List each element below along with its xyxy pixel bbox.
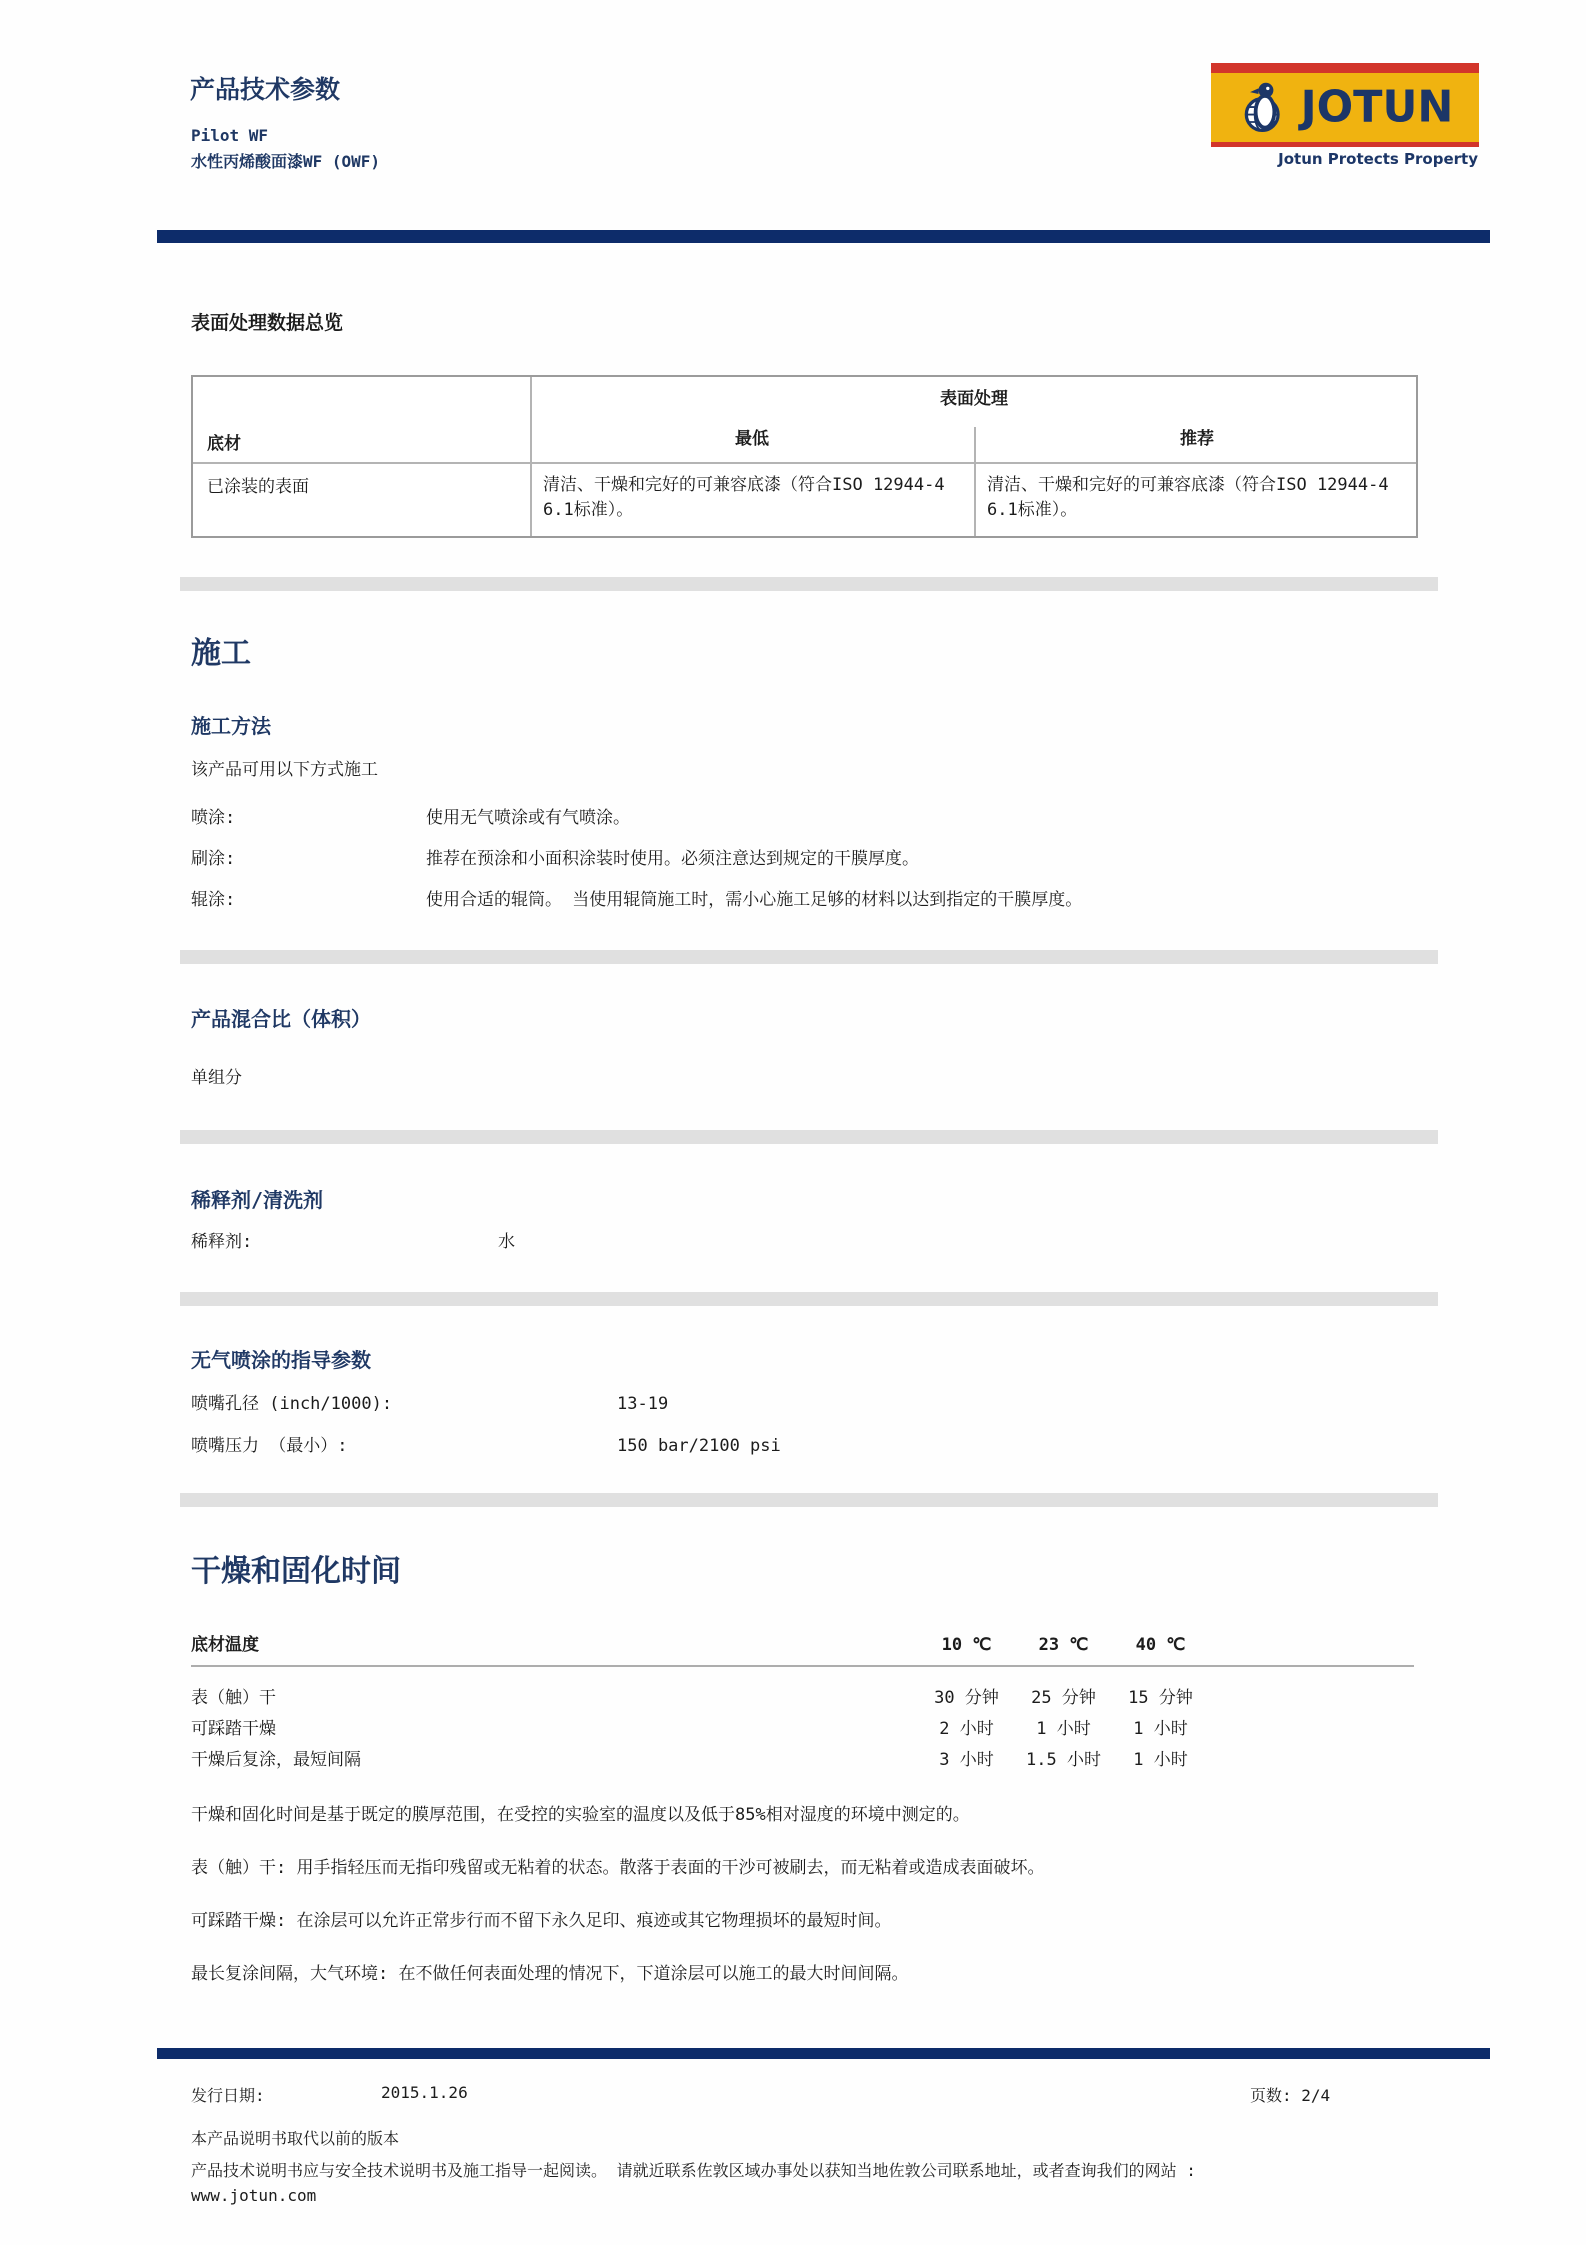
table-col-header-recommended: 推荐 — [1180, 429, 1214, 449]
nozzle-orifice-value: 13-19 — [617, 1394, 669, 1414]
section-separator-4 — [180, 1292, 1438, 1306]
page-title: 产品技术参数 — [190, 75, 341, 104]
method-label-roller: 辊涂: — [191, 890, 236, 910]
header-divider-bar — [157, 230, 1490, 243]
surface-prep-table — [191, 375, 1418, 538]
application-methods-title: 施工方法 — [191, 714, 271, 738]
drying-note-walk-on: 可踩踏干燥: 在涂层可以允许正常步行而不留下永久足印、痕迹或其它物理损坏的最短时间。 — [191, 1911, 892, 1931]
thinner-label: 稀释剂: — [191, 1232, 253, 1252]
method-desc-roller: 使用合适的辊筒。 当使用辊筒施工时，需小心施工足够的材料以达到指定的干膜厚度。 — [426, 890, 1083, 910]
method-desc-spray: 使用无气喷涂或有气喷涂。 — [426, 808, 630, 828]
logo-body — [1211, 73, 1479, 142]
section-separator-1 — [180, 577, 1438, 591]
footer-website-link[interactable]: www.jotun.com — [191, 2186, 317, 2205]
thinner-section-title: 稀释剂/清洗剂 — [191, 1188, 324, 1212]
recoat-10: 3 小时 — [939, 1750, 994, 1770]
walk-on-10: 2 小时 — [939, 1719, 994, 1739]
jotun-logo — [1211, 63, 1479, 147]
drying-temp-23: 23 ℃ — [1038, 1635, 1089, 1655]
drying-note-touch-dry: 表（触）干: 用手指轻压而无指印残留或无粘着的状态。散落于表面的干沙可被刷去，而无粘着或造成表面破坏。 — [191, 1858, 1045, 1878]
drying-note-max-recoat: 最长复涂间隔，大气环境: 在不做任何表面处理的情况下，下道涂层可以施工的最大时间间隔。 — [191, 1964, 909, 1984]
logo-red-top-bar — [1211, 63, 1479, 73]
penguin-globe-icon — [1237, 80, 1293, 136]
footer-disclaimer-supersedes: 本产品说明书取代以前的版本 — [191, 2129, 400, 2148]
footer-disclaimer-read-with: 产品技术说明书应与安全技术说明书及施工指导一起阅读。 请就近联系佐敦区域办事处以获知当地佐敦公司联系地址，或者查询我们的网站 : — [191, 2161, 1196, 2180]
logo-red-bottom-bar — [1211, 142, 1479, 147]
section-separator-3 — [180, 1130, 1438, 1144]
drying-table-rule — [191, 1665, 1414, 1667]
method-label-spray: 喷涂: — [191, 808, 236, 828]
thinner-value: 水 — [498, 1232, 515, 1252]
table-cell-minimum: 清洁、干燥和完好的可兼容底漆（符合ISO 12944-4 6.1标准）。 — [543, 475, 945, 520]
drying-table — [191, 1628, 1418, 1788]
section-separator-5 — [180, 1493, 1438, 1507]
nozzle-orifice-label: 喷嘴孔径 (inch/1000): — [191, 1394, 393, 1414]
nozzle-pressure-value: 150 bar/2100 psi — [617, 1436, 781, 1456]
method-label-brush: 刷涂: — [191, 849, 236, 869]
drying-note-conditions: 干燥和固化时间是基于既定的膜厚范围，在受控的实验室的温度以及低于85%相对湿度的环境中测定的。 — [191, 1805, 970, 1825]
product-name: Pilot WF — [191, 126, 269, 145]
mixing-ratio-value: 单组分 — [191, 1068, 242, 1088]
method-desc-brush: 推荐在预涂和小面积涂装时使用。必须注意达到规定的干膜厚度。 — [426, 849, 919, 869]
table-cell-recommended: 清洁、干燥和完好的可兼容底漆（符合ISO 12944-4 6.1标准）。 — [987, 475, 1389, 520]
drying-row-label-walk-on: 可踩踏干燥 — [191, 1719, 276, 1739]
page-number: 页数: 2/4 — [1250, 2086, 1331, 2105]
application-section-title: 施工 — [191, 636, 251, 671]
airless-spray-title: 无气喷涂的指导参数 — [191, 1348, 371, 1372]
drying-temp-10: 10 ℃ — [941, 1635, 992, 1655]
mixing-ratio-title: 产品混合比（体积） — [191, 1007, 371, 1031]
table-col-header-minimum: 最低 — [735, 429, 769, 449]
recoat-40: 1 小时 — [1133, 1750, 1188, 1770]
issue-date-value: 2015.1.26 — [381, 2083, 468, 2102]
walk-on-23: 1 小时 — [1036, 1719, 1091, 1739]
drying-temp-40: 40 ℃ — [1135, 1635, 1186, 1655]
section-separator-2 — [180, 950, 1438, 964]
table-merged-header: 表面处理 — [940, 389, 1008, 409]
product-subtitle: 水性丙烯酸面漆WF (OWF) — [191, 152, 381, 171]
table-col-header-substrate: 底材 — [207, 434, 241, 454]
recoat-23: 1.5 小时 — [1026, 1750, 1101, 1770]
drying-row-label-touch-dry: 表（触）干 — [191, 1688, 276, 1708]
touch-dry-10: 30 分钟 — [934, 1688, 999, 1708]
table-cell-substrate: 已涂装的表面 — [207, 477, 309, 497]
logo-brand-text: JOTUN — [1300, 81, 1454, 133]
issue-date-label: 发行日期: — [191, 2086, 265, 2105]
application-methods-intro: 该产品可用以下方式施工 — [191, 760, 378, 780]
drying-section-title: 干燥和固化时间 — [191, 1554, 401, 1589]
nozzle-pressure-label: 喷嘴压力 （最小）: — [191, 1436, 348, 1456]
logo-slogan: Jotun Protects Property — [1278, 150, 1478, 168]
walk-on-40: 1 小时 — [1133, 1719, 1188, 1739]
surface-prep-section-title: 表面处理数据总览 — [191, 312, 344, 334]
table-header-divider — [193, 462, 1416, 464]
drying-header-label: 底材温度 — [191, 1635, 259, 1655]
drying-row-label-recoat: 干燥后复涂，最短间隔 — [191, 1750, 361, 1770]
footer-divider-bar — [157, 2048, 1490, 2059]
touch-dry-40: 15 分钟 — [1128, 1688, 1193, 1708]
touch-dry-23: 25 分钟 — [1031, 1688, 1096, 1708]
